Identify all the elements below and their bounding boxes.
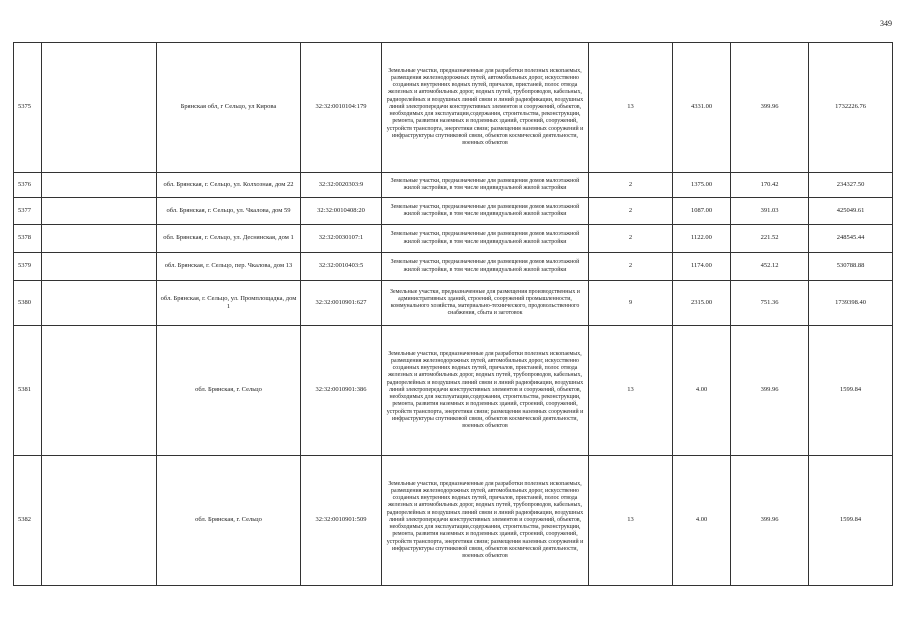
cadastral-number-cell: 32:32:0010104:179: [301, 43, 382, 173]
cadastral-number-cell: 32:32:0010901:509: [301, 456, 382, 586]
blank-cell: [42, 225, 157, 253]
row-number: 5381: [14, 326, 42, 456]
purpose-group-cell: 13: [589, 326, 673, 456]
page-number: 349: [880, 19, 892, 28]
cadastral-value-cell: 1599.84: [809, 456, 893, 586]
land-purpose-cell: Земельные участки, предназначенные для разработки полезных ископаемых, размещения железнодорожных путей, автомобильных дорог, искусственно созданных внутренних водных путей, причалов, пристаней, полос отвода железных и автомобильных дорог, водных путей, трубопроводов, кабельных, радиорелейных и воздушных линий связи и линий радиофикации, воздушных линий электропередачи конструктивных элементов и сооружений, объектов, необходимых для эксплуатации,содержания, строительства, реконструкции, ремонта, развития наземных и подземных зданий, строений, сооружений, устройств транспорта, энергетики связи; размещения наземных сооружений и инфраструктуры спутниковой связи, объектов космической деятельности, военных объектов: [382, 456, 589, 586]
blank-cell: [42, 326, 157, 456]
address-cell: обл. Брянская, г. Сельцо, ул. Промплощадка, дом 1: [157, 281, 301, 326]
address-cell: обл. Брянская, г. Сельцо, ул. Чкалова, дом 59: [157, 198, 301, 225]
specific-value-cell: 391.03: [731, 198, 809, 225]
purpose-group-cell: 9: [589, 281, 673, 326]
area-cell: 1122.00: [673, 225, 731, 253]
table-row: [14, 253, 893, 281]
cadastral-number-cell: 32:32:0010408:20: [301, 198, 382, 225]
specific-value-cell: 399.96: [731, 456, 809, 586]
blank-cell: [42, 456, 157, 586]
cadastral-value-cell: 530788.88: [809, 253, 893, 281]
blank-cell: [42, 198, 157, 225]
cadastral-number-cell: 32:32:0010403:5: [301, 253, 382, 281]
cadastral-number-cell: 32:32:0010901:386: [301, 326, 382, 456]
blank-cell: [42, 43, 157, 173]
land-purpose-cell: Земельные участки, предназначенные для размещения домов малоэтажной жилой застройки, в том числе индивидуальной жилой застройки: [382, 225, 589, 253]
table-row: [14, 326, 893, 456]
cadastral-value-cell: 1599.84: [809, 326, 893, 456]
area-cell: 4.00: [673, 326, 731, 456]
area-cell: 1087.00: [673, 198, 731, 225]
purpose-group-cell: 2: [589, 198, 673, 225]
purpose-group-cell: 2: [589, 253, 673, 281]
address-cell: обл. Брянская, г. Сельцо, ул. Деснянская, дом 1: [157, 225, 301, 253]
land-purpose-cell: Земельные участки, предназначенные для размещения домов малоэтажной жилой застройки, в том числе индивидуальной жилой застройки: [382, 198, 589, 225]
cadastral-number-cell: 32:32:0030107:1: [301, 225, 382, 253]
area-cell: 1375.00: [673, 173, 731, 198]
specific-value-cell: 452.12: [731, 253, 809, 281]
area-cell: 4331.00: [673, 43, 731, 173]
area-cell: 2315.00: [673, 281, 731, 326]
address-cell: Брянская обл, г Сельцо, ул Кирова: [157, 43, 301, 173]
specific-value-cell: 221.52: [731, 225, 809, 253]
area-cell: 1174.00: [673, 253, 731, 281]
row-number: 5377: [14, 198, 42, 225]
land-purpose-cell: Земельные участки, предназначенные для разработки полезных ископаемых, размещения железнодорожных путей, автомобильных дорог, искусственно созданных внутренних водных путей, причалов, пристаней, полос отвода железных и автомобильных дорог, водных путей, трубопроводов, кабельных, радиорелейных и воздушных линий связи и линий радиофикации, воздушных линий электропередачи конструктивных элементов и сооружений, объектов, необходимых для эксплуатации,содержания, строительства, реконструкции, ремонта, развития наземных и подземных зданий, строений, сооружений, устройств транспорта, энергетики связи; размещения наземных сооружений и инфраструктуры спутниковой связи, объектов космической деятельности, военных объектов: [382, 43, 589, 173]
land-purpose-cell: Земельные участки, предназначенные для размещения домов малоэтажной жилой застройки, в том числе индивидуальной жилой застройки: [382, 253, 589, 281]
area-cell: 4.00: [673, 456, 731, 586]
address-cell: обл. Брянская, г. Сельцо, ул. Колхозная, дом 22: [157, 173, 301, 198]
row-number: 5378: [14, 225, 42, 253]
row-number: 5375: [14, 43, 42, 173]
table-row: [14, 225, 893, 253]
specific-value-cell: 399.96: [731, 326, 809, 456]
land-registry-table: [13, 42, 893, 586]
cadastral-value-cell: 1739398.40: [809, 281, 893, 326]
purpose-group-cell: 13: [589, 43, 673, 173]
row-number: 5380: [14, 281, 42, 326]
cadastral-value-cell: 425049.61: [809, 198, 893, 225]
specific-value-cell: 170.42: [731, 173, 809, 198]
row-number: 5382: [14, 456, 42, 586]
purpose-group-cell: 13: [589, 456, 673, 586]
cadastral-number-cell: 32:32:0020303:9: [301, 173, 382, 198]
row-number: 5376: [14, 173, 42, 198]
specific-value-cell: 751.36: [731, 281, 809, 326]
address-cell: обл. Брянская, г. Сельцо: [157, 326, 301, 456]
table-row: [14, 281, 893, 326]
cadastral-value-cell: 234327.50: [809, 173, 893, 198]
table-row: [14, 456, 893, 586]
address-cell: обл. Брянская, г. Сельцо, пер. Чкалова, дом 13: [157, 253, 301, 281]
land-purpose-cell: Земельные участки, предназначенные для размещения домов малоэтажной жилой застройки, в том числе индивидуальной жилой застройки: [382, 173, 589, 198]
blank-cell: [42, 173, 157, 198]
land-purpose-cell: Земельные участки, предназначенные для размещения производственных и административных зданий, строений, сооружений промышленности, коммунального хозяйства, материально-технического, продовольственного снабжения, сбыта и заготовок: [382, 281, 589, 326]
table-row: [14, 198, 893, 225]
table-row: [14, 173, 893, 198]
table-row: [14, 43, 893, 173]
blank-cell: [42, 281, 157, 326]
blank-cell: [42, 253, 157, 281]
cadastral-value-cell: 248545.44: [809, 225, 893, 253]
land-purpose-cell: Земельные участки, предназначенные для разработки полезных ископаемых, размещения железнодорожных путей, автомобильных дорог, искусственно созданных внутренних водных путей, причалов, пристаней, полос отвода железных и автомобильных дорог, водных путей, трубопроводов, кабельных, радиорелейных и воздушных линий связи и линий радиофикации, воздушных линий электропередачи конструктивных элементов и сооружений, объектов, необходимых для эксплуатации,содержания, строительства, реконструкции, ремонта, развития наземных и подземных зданий, строений, сооружений, устройств транспорта, энергетики связи; размещения наземных сооружений и инфраструктуры спутниковой связи, объектов космической деятельности, военных объектов: [382, 326, 589, 456]
address-cell: обл. Брянская, г. Сельцо: [157, 456, 301, 586]
specific-value-cell: 399.96: [731, 43, 809, 173]
row-number: 5379: [14, 253, 42, 281]
cadastral-number-cell: 32:32:0010901:627: [301, 281, 382, 326]
purpose-group-cell: 2: [589, 225, 673, 253]
purpose-group-cell: 2: [589, 173, 673, 198]
cadastral-value-cell: 1732226.76: [809, 43, 893, 173]
